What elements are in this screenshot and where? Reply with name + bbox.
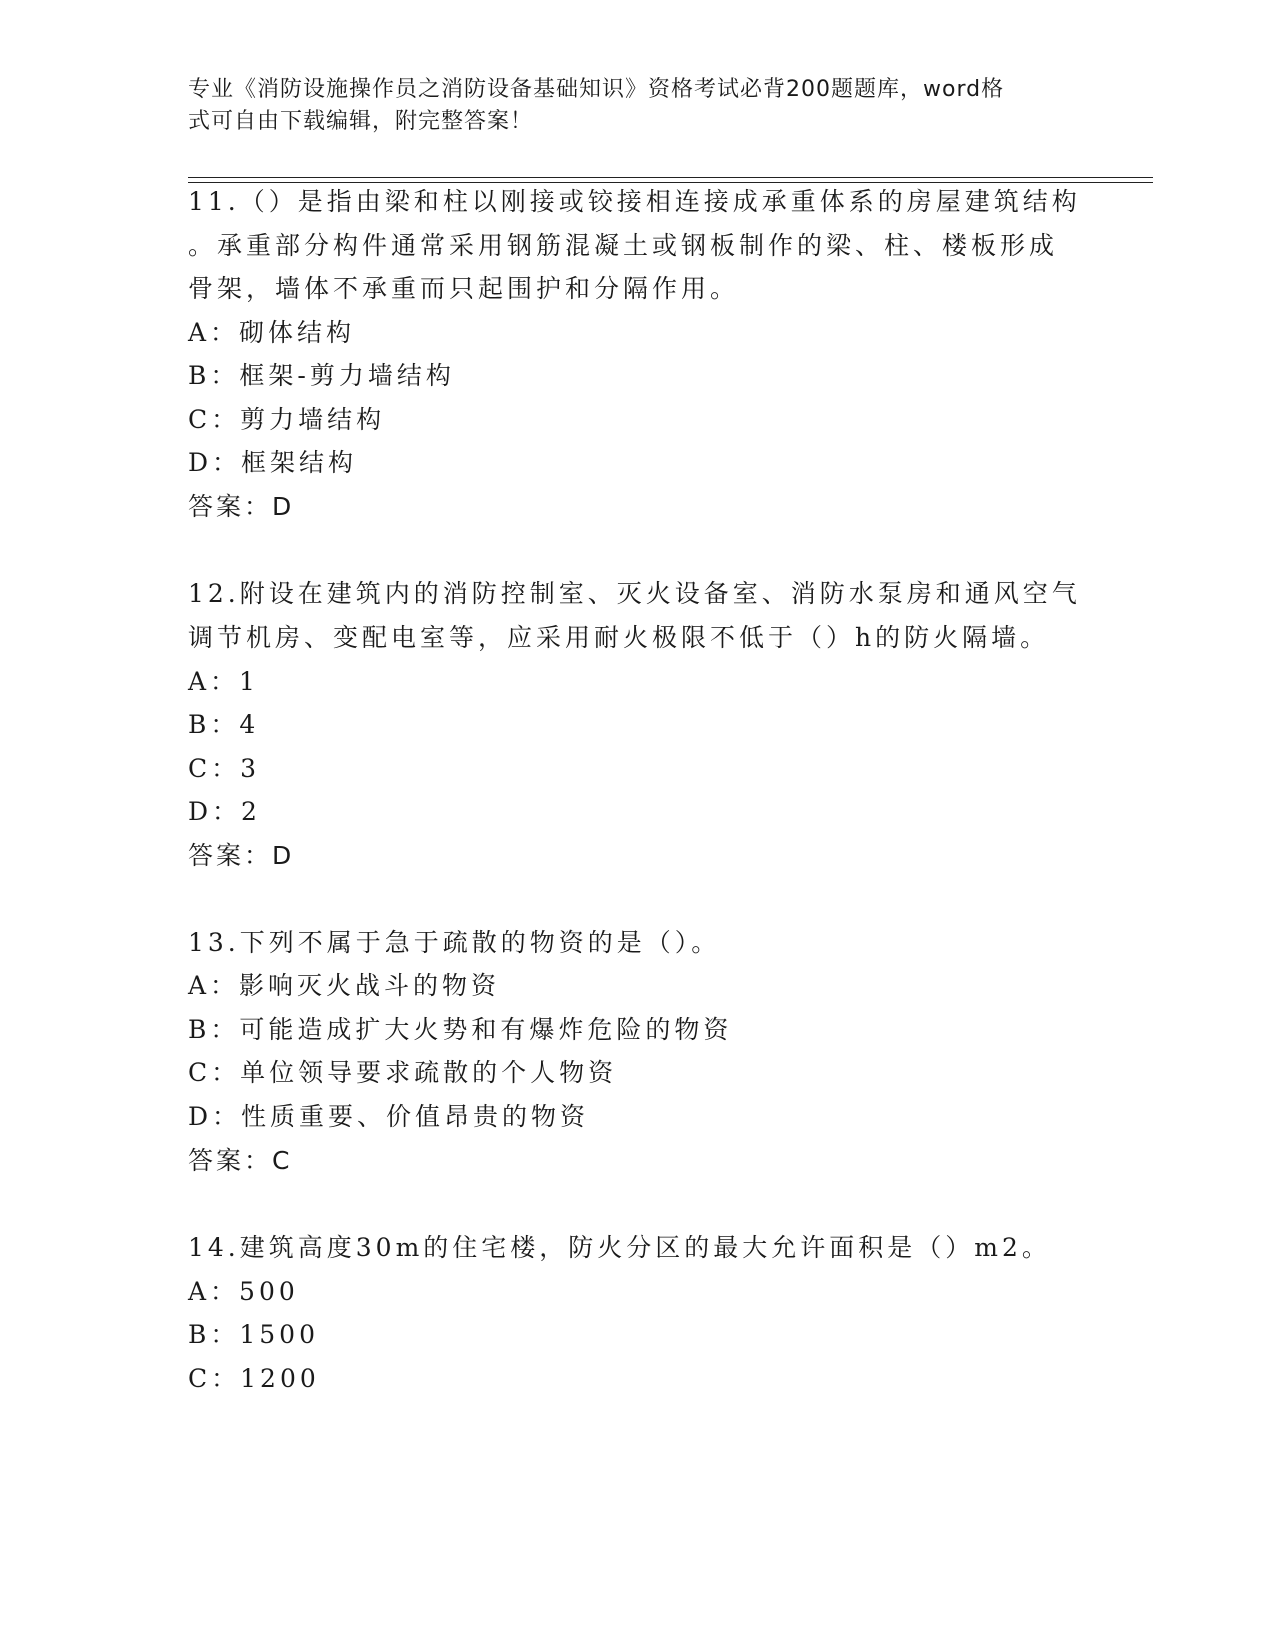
option-a: A：1 bbox=[188, 667, 259, 696]
option-c: C：1200 bbox=[188, 1364, 320, 1393]
option-d: D：2 bbox=[188, 797, 261, 826]
question-stem-line: 。承重部分构件通常采用钢筋混凝土或钢板制作的梁、柱、楼板形成 bbox=[188, 231, 1059, 260]
document-header-line-1: 专业《消防设施操作员之消防设备基础知识》资格考试必背200题题库，word格 bbox=[188, 77, 1005, 102]
answer-label: 答案：C bbox=[188, 1146, 293, 1175]
document-header-line-2: 式可自由下载编辑，附完整答案！ bbox=[188, 109, 534, 134]
question-stem-line: 骨架，墙体不承重而只起围护和分隔作用。 bbox=[188, 274, 740, 303]
header-divider-bottom bbox=[188, 182, 1153, 183]
option-b: B：1500 bbox=[188, 1320, 319, 1349]
option-c: C：剪力墙结构 bbox=[188, 405, 386, 434]
question-stem-line: 12.附设在建筑内的消防控制室、灭火设备室、消防水泵房和通风空气 bbox=[188, 579, 1081, 608]
option-c: C：单位领导要求疏散的个人物资 bbox=[188, 1058, 618, 1087]
option-b: B：框架-剪力墙结构 bbox=[188, 361, 455, 390]
option-d: D：性质重要、价值昂贵的物资 bbox=[188, 1102, 590, 1131]
answer-label: 答案：D bbox=[188, 492, 295, 521]
header-divider-top bbox=[188, 177, 1153, 178]
option-b: B：可能造成扩大火势和有爆炸危险的物资 bbox=[188, 1015, 733, 1044]
answer-label: 答案：D bbox=[188, 841, 295, 870]
option-a: A：500 bbox=[188, 1277, 299, 1306]
option-b: B：4 bbox=[188, 710, 260, 739]
option-c: C：3 bbox=[188, 754, 261, 783]
question-stem-line: 11.（）是指由梁和柱以刚接或铰接相连接成承重体系的房屋建筑结构 bbox=[188, 187, 1081, 216]
option-a: A：影响灭火战斗的物资 bbox=[188, 971, 501, 1000]
question-stem-line: 14.建筑高度30m的住宅楼，防火分区的最大允许面积是（）m2。 bbox=[188, 1233, 1051, 1262]
option-d: D：框架结构 bbox=[188, 448, 358, 477]
question-stem-line: 13.下列不属于急于疏散的物资的是（）。 bbox=[188, 928, 721, 957]
question-stem-line: 调节机房、变配电室等，应采用耐火极限不低于（）h的防火隔墙。 bbox=[188, 623, 1050, 652]
option-a: A：砌体结构 bbox=[188, 318, 356, 347]
